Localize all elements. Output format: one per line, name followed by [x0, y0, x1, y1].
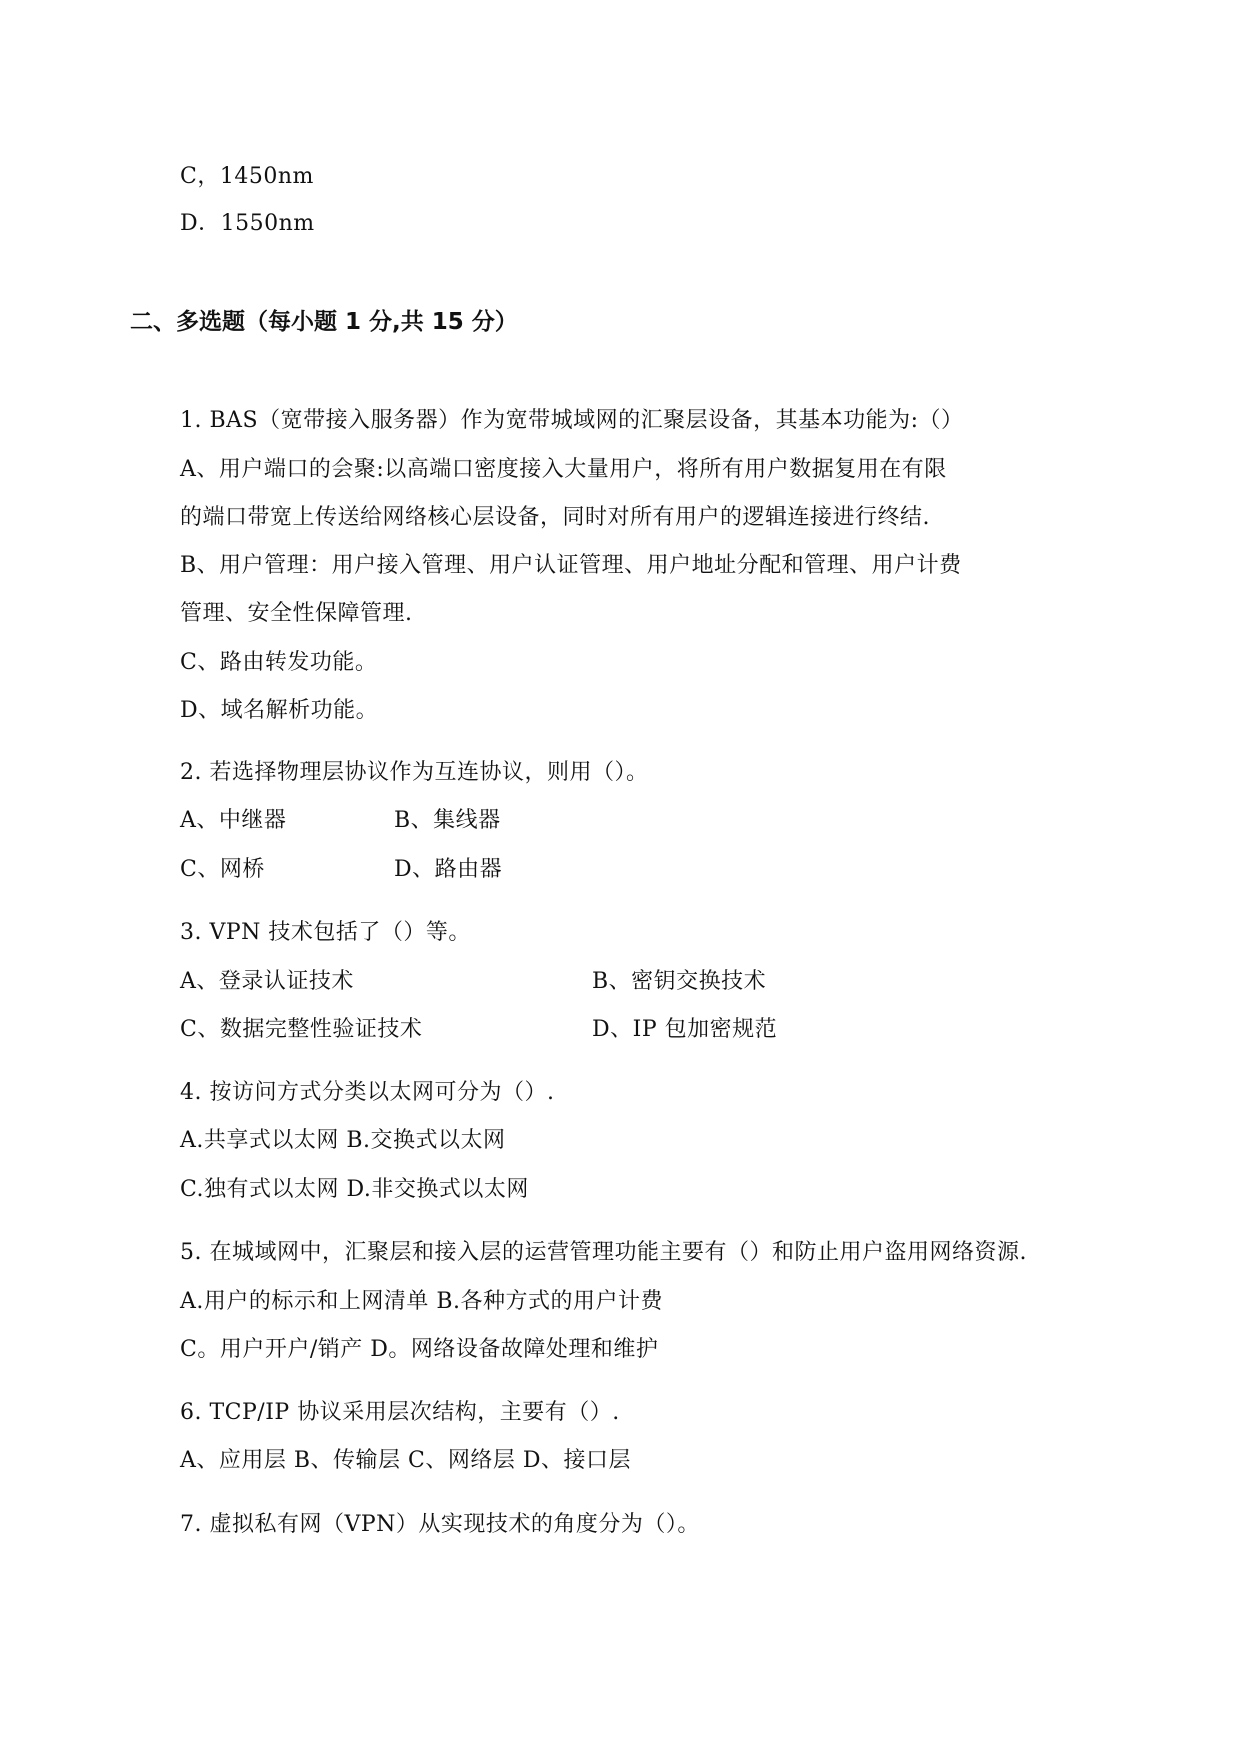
- question-1-line: B、用户管理：用户接入管理、用户认证管理、用户地址分配和管理、用户计费: [180, 553, 962, 578]
- question-2-option: D、路由器: [394, 857, 503, 882]
- question-1-line: C、路由转发功能。: [180, 650, 378, 675]
- question-2-stem: 2. 若选择物理层协议作为互连协议，则用（）。: [180, 760, 649, 785]
- question-6-stem: 6. TCP/IP 协议采用层次结构，主要有（）.: [180, 1400, 620, 1425]
- question-2-option: C、网桥: [180, 857, 265, 882]
- question-2-option: A、中继器: [180, 808, 287, 833]
- question-3-option: A、登录认证技术: [180, 969, 354, 994]
- question-5-stem: 5. 在城域网中，汇聚层和接入层的运营管理功能主要有（）和防止用户盗用网络资源.: [180, 1240, 1027, 1265]
- question-3-option: C、数据完整性验证技术: [180, 1017, 423, 1042]
- question-3-option: D、IP 包加密规范: [592, 1017, 778, 1042]
- question-1-line: 的端口带宽上传送给网络核心层设备，同时对所有用户的逻辑连接进行终结.: [180, 505, 930, 530]
- section-heading: 二、多选题（每小题 1 分,共 15 分）: [130, 309, 518, 335]
- question-6-line: A、应用层 B、传输层 C、网络层 D、接口层: [180, 1448, 632, 1473]
- question-5-line: A.用户的标示和上网清单 B.各种方式的用户计费: [180, 1289, 664, 1314]
- question-1-line: 管理、安全性保障管理.: [180, 601, 413, 626]
- question-1-stem: 1. BAS（宽带接入服务器）作为宽带城域网的汇聚层设备，其基本功能为:（）: [180, 408, 964, 433]
- question-5-line: C。用户开户/销产 D。网络设备故障处理和维护: [180, 1337, 659, 1362]
- option-c: C，1450nm: [180, 164, 314, 189]
- question-7-stem: 7. 虚拟私有网（VPN）从实现技术的角度分为（）。: [180, 1512, 700, 1537]
- question-2-option: B、集线器: [394, 808, 501, 833]
- question-4-line: A.共享式以太网 B.交换式以太网: [180, 1128, 506, 1153]
- question-3-stem: 3. VPN 技术包括了（）等。: [180, 920, 471, 945]
- question-4-line: C.独有式以太网 D.非交换式以太网: [180, 1177, 529, 1202]
- question-3-option: B、密钥交换技术: [592, 969, 767, 994]
- question-4-stem: 4. 按访问方式分类以太网可分为（）.: [180, 1080, 555, 1105]
- option-d: D．1550nm: [180, 211, 315, 236]
- question-1-line: D、域名解析功能。: [180, 698, 379, 723]
- question-1-line: A、用户端口的会聚:以高端口密度接入大量用户，将所有用户数据复用在有限: [180, 457, 947, 482]
